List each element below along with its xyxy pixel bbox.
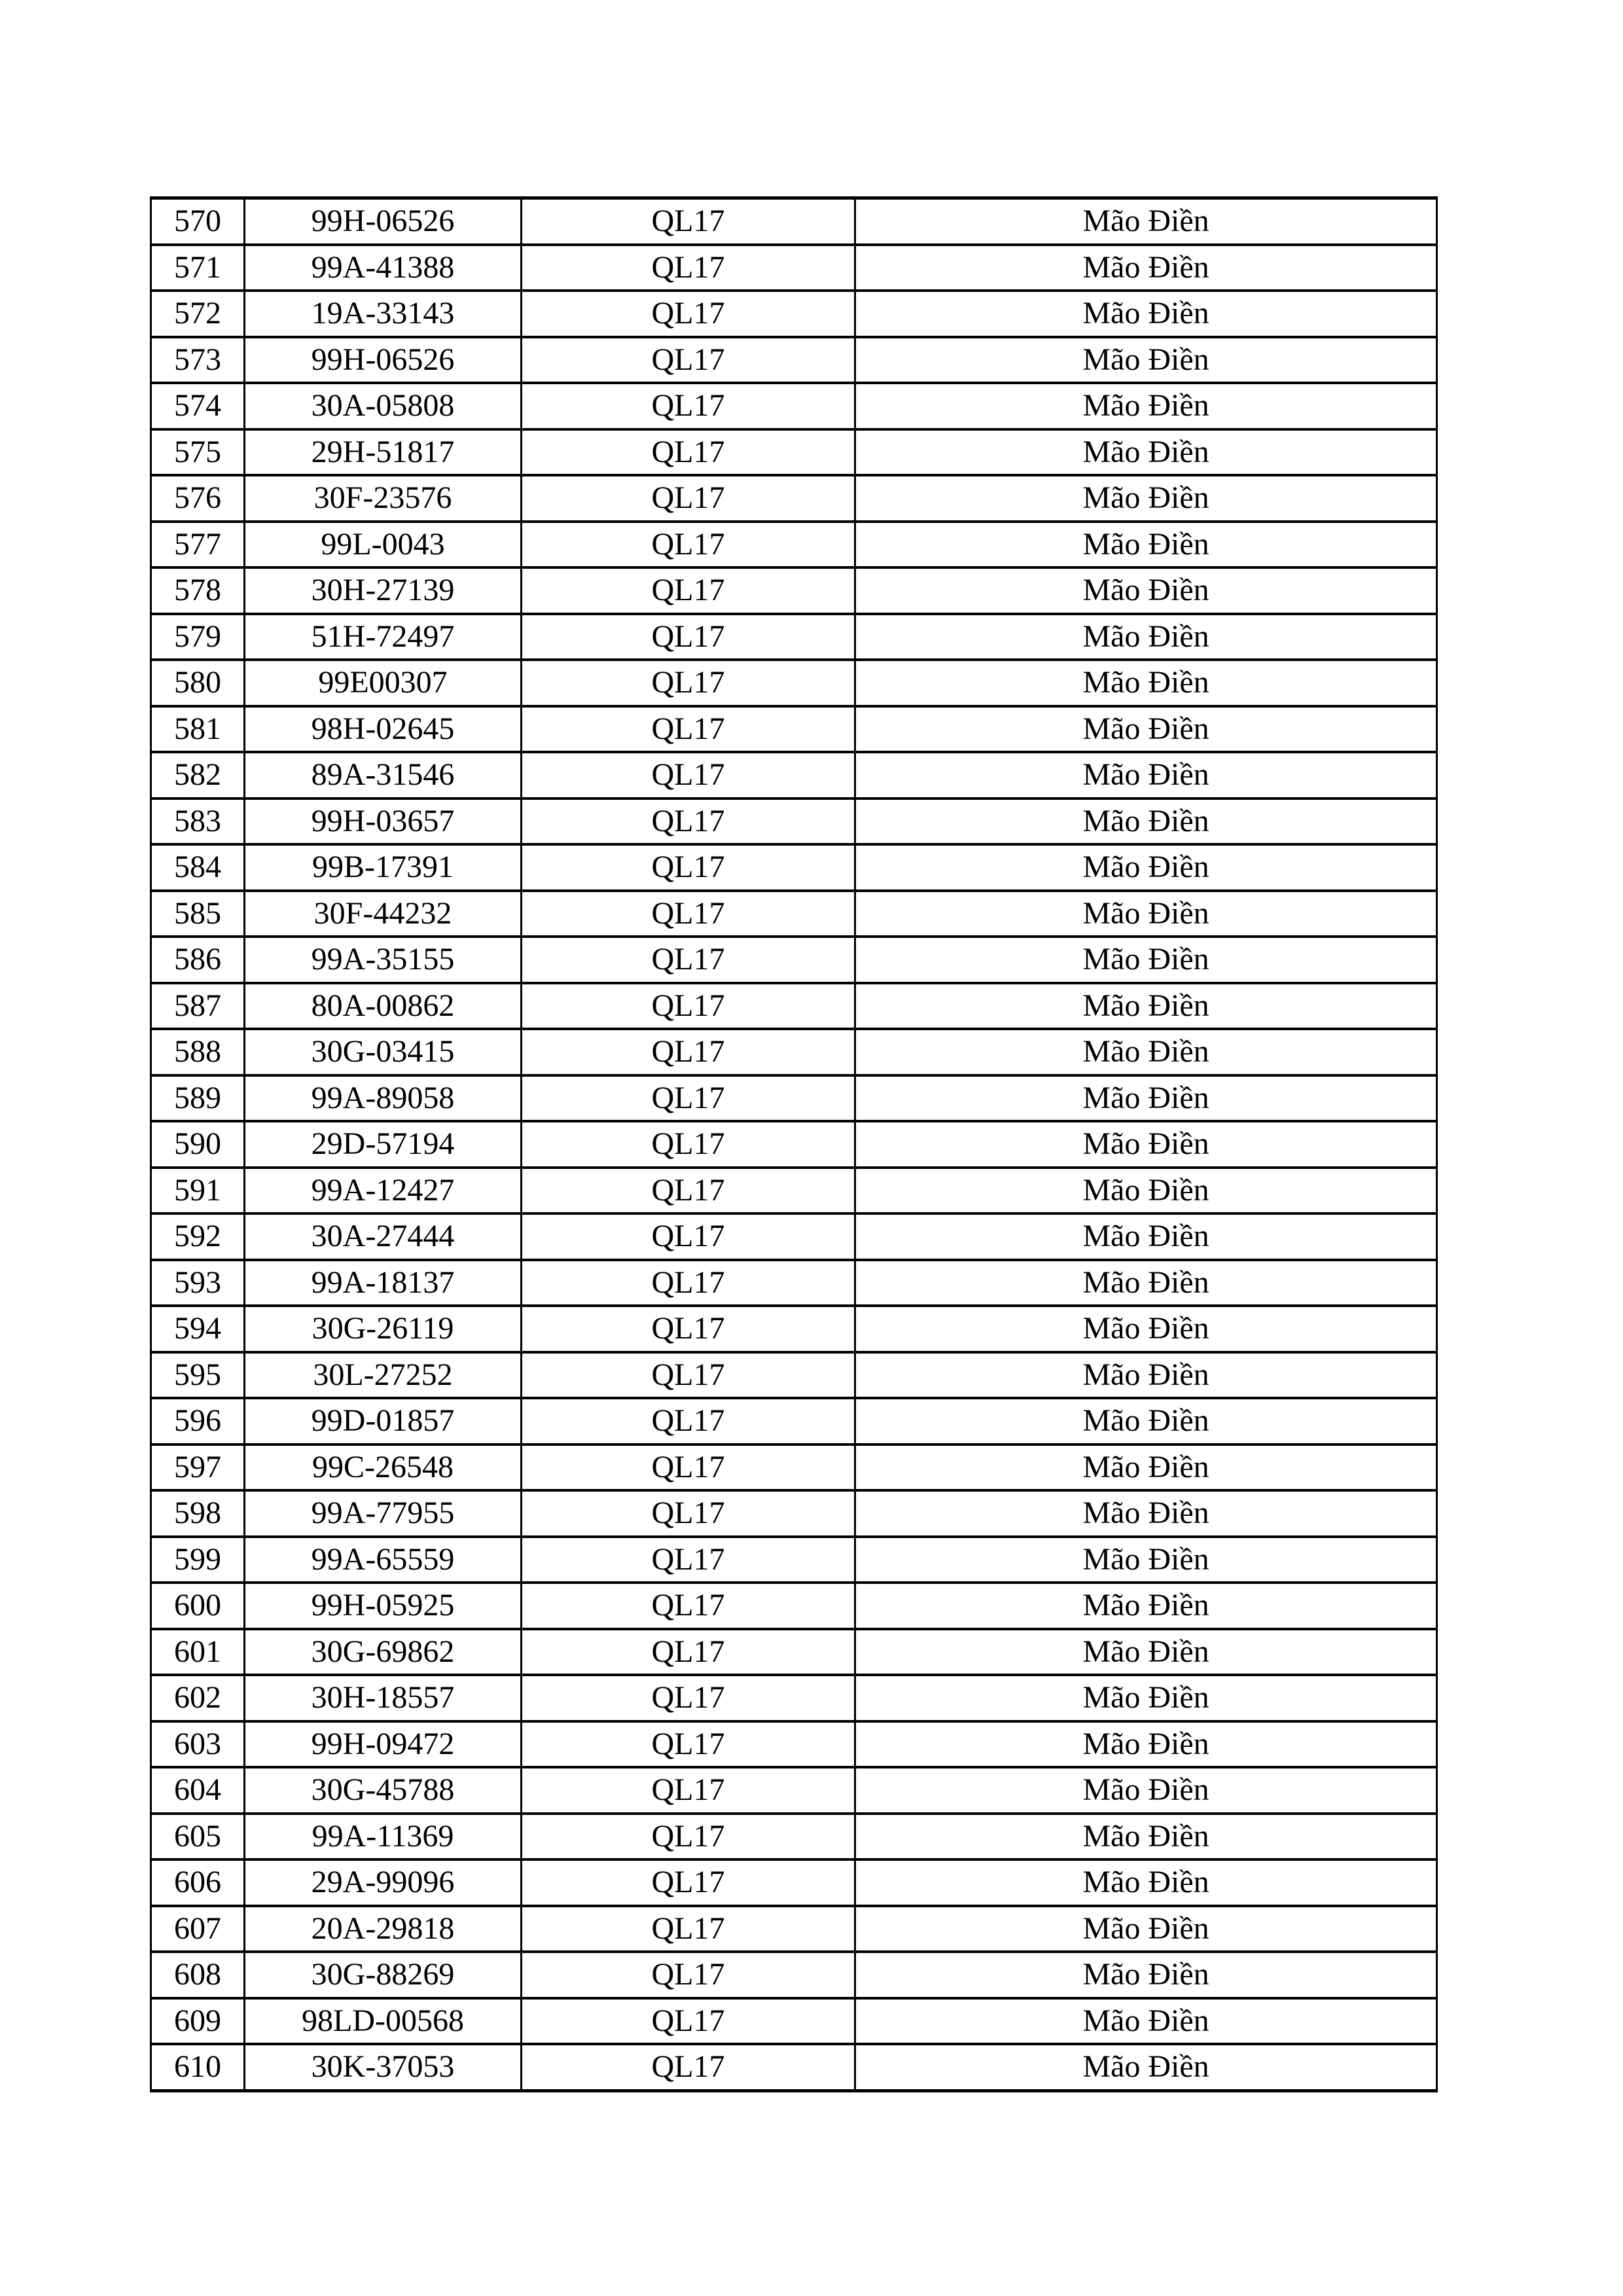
cell-row-number: 574 [151, 383, 245, 429]
cell-plate-number: 51H-72497 [245, 614, 522, 660]
cell-row-number: 575 [151, 429, 245, 476]
cell-plate-number: 99A-89058 [245, 1075, 522, 1122]
cell-location: Mão Điền [855, 1029, 1437, 1075]
cell-row-number: 605 [151, 1814, 245, 1860]
table-row [151, 660, 1437, 706]
cell-plate-number: 30F-23576 [245, 475, 522, 522]
cell-plate-number: 98H-02645 [245, 706, 522, 753]
vehicle-table-body [151, 198, 1437, 2091]
cell-row-number: 599 [151, 1537, 245, 1583]
cell-plate-number: 99A-35155 [245, 937, 522, 983]
cell-plate-number: 30G-69862 [245, 1629, 522, 1676]
cell-plate-number: 80A-00862 [245, 983, 522, 1030]
cell-route: QL17 [522, 337, 855, 384]
cell-route: QL17 [522, 1490, 855, 1537]
cell-route: QL17 [522, 198, 855, 245]
cell-row-number: 572 [151, 291, 245, 337]
table-row [151, 1213, 1437, 1260]
cell-location: Mão Điền [855, 1721, 1437, 1768]
cell-row-number: 607 [151, 1906, 245, 1952]
cell-route: QL17 [522, 291, 855, 337]
cell-row-number: 573 [151, 337, 245, 384]
cell-location: Mão Điền [855, 891, 1437, 937]
cell-plate-number: 99A-12427 [245, 1168, 522, 1214]
table-row [151, 2044, 1437, 2090]
cell-plate-number: 99E00307 [245, 660, 522, 706]
cell-plate-number: 99H-09472 [245, 1721, 522, 1768]
cell-plate-number: 30G-26119 [245, 1306, 522, 1352]
table-row [151, 1537, 1437, 1583]
table-row [151, 1583, 1437, 1629]
cell-row-number: 597 [151, 1444, 245, 1491]
table-row [151, 1168, 1437, 1214]
cell-row-number: 581 [151, 706, 245, 753]
cell-row-number: 576 [151, 475, 245, 522]
table-row [151, 1906, 1437, 1952]
cell-plate-number: 99D-01857 [245, 1398, 522, 1444]
cell-row-number: 598 [151, 1490, 245, 1537]
cell-plate-number: 30H-27139 [245, 567, 522, 614]
cell-location: Mão Điền [855, 1306, 1437, 1352]
cell-location: Mão Điền [855, 1352, 1437, 1399]
cell-route: QL17 [522, 567, 855, 614]
cell-location: Mão Điền [855, 614, 1437, 660]
cell-route: QL17 [522, 614, 855, 660]
cell-row-number: 600 [151, 1583, 245, 1629]
cell-row-number: 577 [151, 522, 245, 568]
cell-plate-number: 99A-11369 [245, 1814, 522, 1860]
cell-location: Mão Điền [855, 1537, 1437, 1583]
cell-location: Mão Điền [855, 660, 1437, 706]
cell-location: Mão Điền [855, 198, 1437, 245]
cell-route: QL17 [522, 1168, 855, 1214]
cell-plate-number: 30G-45788 [245, 1767, 522, 1814]
cell-location: Mão Điền [855, 844, 1437, 891]
cell-location: Mão Điền [855, 1629, 1437, 1676]
table-row [151, 1398, 1437, 1444]
cell-row-number: 609 [151, 1998, 245, 2045]
table-row [151, 1352, 1437, 1399]
cell-route: QL17 [522, 706, 855, 753]
cell-route: QL17 [522, 752, 855, 798]
cell-route: QL17 [522, 1398, 855, 1444]
cell-row-number: 587 [151, 983, 245, 1030]
table-row [151, 752, 1437, 798]
cell-row-number: 580 [151, 660, 245, 706]
cell-route: QL17 [522, 429, 855, 476]
cell-plate-number: 20A-29818 [245, 1906, 522, 1952]
cell-location: Mão Điền [855, 567, 1437, 614]
cell-plate-number: 99H-05925 [245, 1583, 522, 1629]
cell-route: QL17 [522, 1537, 855, 1583]
cell-location: Mão Điền [855, 1906, 1437, 1952]
cell-row-number: 583 [151, 798, 245, 845]
cell-row-number: 604 [151, 1767, 245, 1814]
table-row [151, 1859, 1437, 1906]
cell-row-number: 593 [151, 1260, 245, 1306]
cell-plate-number: 98LD-00568 [245, 1998, 522, 2045]
cell-location: Mão Điền [855, 475, 1437, 522]
cell-route: QL17 [522, 891, 855, 937]
cell-location: Mão Điền [855, 983, 1437, 1030]
cell-location: Mão Điền [855, 1213, 1437, 1260]
cell-route: QL17 [522, 475, 855, 522]
cell-row-number: 606 [151, 1859, 245, 1906]
cell-location: Mão Điền [855, 1859, 1437, 1906]
table-row [151, 1306, 1437, 1352]
table-row [151, 245, 1437, 291]
table-row [151, 475, 1437, 522]
cell-plate-number: 30H-18557 [245, 1675, 522, 1721]
cell-plate-number: 89A-31546 [245, 752, 522, 798]
cell-route: QL17 [522, 1952, 855, 1998]
cell-route: QL17 [522, 983, 855, 1030]
cell-route: QL17 [522, 1859, 855, 1906]
cell-route: QL17 [522, 937, 855, 983]
table-row [151, 1029, 1437, 1075]
cell-plate-number: 99C-26548 [245, 1444, 522, 1491]
table-row [151, 1260, 1437, 1306]
cell-route: QL17 [522, 1075, 855, 1122]
cell-route: QL17 [522, 1998, 855, 2045]
cell-route: QL17 [522, 245, 855, 291]
cell-row-number: 578 [151, 567, 245, 614]
cell-plate-number: 30G-03415 [245, 1029, 522, 1075]
cell-row-number: 582 [151, 752, 245, 798]
table-row [151, 844, 1437, 891]
cell-location: Mão Điền [855, 429, 1437, 476]
cell-route: QL17 [522, 1306, 855, 1352]
table-row [151, 1629, 1437, 1676]
cell-row-number: 591 [151, 1168, 245, 1214]
cell-plate-number: 99A-41388 [245, 245, 522, 291]
cell-route: QL17 [522, 660, 855, 706]
cell-row-number: 585 [151, 891, 245, 937]
cell-route: QL17 [522, 1814, 855, 1860]
cell-plate-number: 99A-18137 [245, 1260, 522, 1306]
table-row [151, 983, 1437, 1030]
cell-location: Mão Điền [855, 1075, 1437, 1122]
cell-row-number: 602 [151, 1675, 245, 1721]
cell-plate-number: 29A-99096 [245, 1859, 522, 1906]
cell-row-number: 590 [151, 1121, 245, 1168]
cell-location: Mão Điền [855, 1444, 1437, 1491]
vehicle-table [150, 196, 1438, 2092]
cell-route: QL17 [522, 522, 855, 568]
cell-location: Mão Điền [855, 522, 1437, 568]
cell-route: QL17 [522, 1721, 855, 1768]
cell-location: Mão Điền [855, 245, 1437, 291]
cell-plate-number: 29D-57194 [245, 1121, 522, 1168]
cell-location: Mão Điền [855, 1490, 1437, 1537]
cell-plate-number: 99A-65559 [245, 1537, 522, 1583]
cell-row-number: 589 [151, 1075, 245, 1122]
cell-row-number: 608 [151, 1952, 245, 1998]
cell-plate-number: 30A-27444 [245, 1213, 522, 1260]
cell-location: Mão Điền [855, 1583, 1437, 1629]
cell-row-number: 570 [151, 198, 245, 245]
cell-location: Mão Điền [855, 1398, 1437, 1444]
table-row [151, 1767, 1437, 1814]
cell-row-number: 595 [151, 1352, 245, 1399]
table-row [151, 937, 1437, 983]
cell-location: Mão Điền [855, 1121, 1437, 1168]
cell-plate-number: 30F-44232 [245, 891, 522, 937]
table-row [151, 1675, 1437, 1721]
cell-route: QL17 [522, 1352, 855, 1399]
table-row [151, 614, 1437, 660]
cell-plate-number: 30G-88269 [245, 1952, 522, 1998]
cell-route: QL17 [522, 1260, 855, 1306]
cell-plate-number: 29H-51817 [245, 429, 522, 476]
cell-row-number: 579 [151, 614, 245, 660]
cell-plate-number: 99A-77955 [245, 1490, 522, 1537]
table-row [151, 1444, 1437, 1491]
cell-location: Mão Điền [855, 752, 1437, 798]
cell-route: QL17 [522, 1121, 855, 1168]
cell-location: Mão Điền [855, 1260, 1437, 1306]
cell-row-number: 584 [151, 844, 245, 891]
cell-plate-number: 30L-27252 [245, 1352, 522, 1399]
table-row [151, 798, 1437, 845]
cell-location: Mão Điền [855, 1767, 1437, 1814]
cell-route: QL17 [522, 383, 855, 429]
cell-route: QL17 [522, 1444, 855, 1491]
cell-location: Mão Điền [855, 337, 1437, 384]
cell-row-number: 594 [151, 1306, 245, 1352]
cell-plate-number: 99L-0043 [245, 522, 522, 568]
cell-route: QL17 [522, 1675, 855, 1721]
table-row [151, 1121, 1437, 1168]
cell-row-number: 601 [151, 1629, 245, 1676]
cell-location: Mão Điền [855, 1675, 1437, 1721]
table-row [151, 1814, 1437, 1860]
cell-plate-number: 99H-06526 [245, 337, 522, 384]
cell-route: QL17 [522, 844, 855, 891]
cell-location: Mão Điền [855, 798, 1437, 845]
cell-route: QL17 [522, 1583, 855, 1629]
table-row [151, 198, 1437, 245]
cell-plate-number: 30K-37053 [245, 2044, 522, 2090]
cell-location: Mão Điền [855, 1814, 1437, 1860]
cell-location: Mão Điền [855, 2044, 1437, 2090]
cell-row-number: 586 [151, 937, 245, 983]
cell-route: QL17 [522, 1767, 855, 1814]
cell-row-number: 592 [151, 1213, 245, 1260]
cell-row-number: 571 [151, 245, 245, 291]
table-row [151, 522, 1437, 568]
cell-plate-number: 19A-33143 [245, 291, 522, 337]
cell-route: QL17 [522, 1029, 855, 1075]
table-row [151, 706, 1437, 753]
table-row [151, 1721, 1437, 1768]
table-row [151, 383, 1437, 429]
table-row [151, 891, 1437, 937]
cell-plate-number: 99H-03657 [245, 798, 522, 845]
cell-route: QL17 [522, 1629, 855, 1676]
cell-location: Mão Điền [855, 291, 1437, 337]
cell-row-number: 588 [151, 1029, 245, 1075]
cell-row-number: 596 [151, 1398, 245, 1444]
table-row [151, 291, 1437, 337]
table-row [151, 337, 1437, 384]
cell-location: Mão Điền [855, 383, 1437, 429]
cell-row-number: 603 [151, 1721, 245, 1768]
cell-plate-number: 30A-05808 [245, 383, 522, 429]
cell-location: Mão Điền [855, 1168, 1437, 1214]
cell-location: Mão Điền [855, 706, 1437, 753]
table-row [151, 1490, 1437, 1537]
table-row [151, 567, 1437, 614]
cell-route: QL17 [522, 1906, 855, 1952]
table-row [151, 429, 1437, 476]
table-row [151, 1998, 1437, 2045]
table-row [151, 1952, 1437, 1998]
cell-location: Mão Điền [855, 937, 1437, 983]
table-row [151, 1075, 1437, 1122]
cell-route: QL17 [522, 2044, 855, 2090]
cell-route: QL17 [522, 798, 855, 845]
cell-row-number: 610 [151, 2044, 245, 2090]
cell-plate-number: 99H-06526 [245, 198, 522, 245]
cell-location: Mão Điền [855, 1952, 1437, 1998]
cell-route: QL17 [522, 1213, 855, 1260]
cell-location: Mão Điền [855, 1998, 1437, 2045]
cell-plate-number: 99B-17391 [245, 844, 522, 891]
